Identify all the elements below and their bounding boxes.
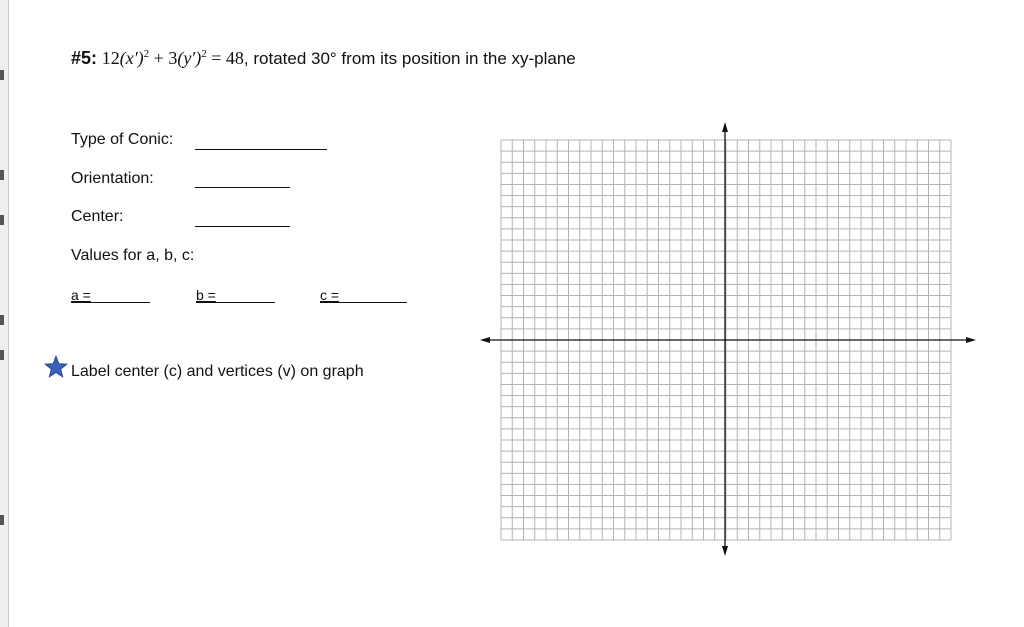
- equation-plus: + 3: [149, 48, 178, 68]
- equation-y-term: (y′): [177, 48, 202, 68]
- orientation-label: Orientation:: [71, 170, 154, 187]
- edge-marker: [0, 350, 4, 360]
- c-value-label: [320, 287, 339, 303]
- b-value-label: [196, 287, 216, 303]
- window-left-edge: [0, 0, 9, 627]
- b-label-text: b =: [196, 287, 216, 303]
- x-axis-right-arrow: [966, 337, 976, 343]
- problem-description: , rotated 30° from its position in the xy-plane: [243, 49, 576, 68]
- problem-equation: [102, 48, 244, 68]
- edge-marker: [0, 170, 4, 180]
- x-axis-left-arrow: [480, 337, 490, 343]
- values-label: Values for a, b, c:: [71, 247, 195, 264]
- c-label-text: c =: [320, 287, 340, 303]
- center-blank[interactable]: [195, 226, 290, 227]
- a-label-text: a =: [71, 287, 91, 303]
- coordinate-grid[interactable]: [476, 118, 980, 564]
- type-of-conic-label: Type of Conic:: [71, 131, 174, 148]
- problem-title: [71, 48, 576, 69]
- center-label: Center:: [71, 208, 124, 225]
- equation-y-exponent: 2: [201, 48, 207, 60]
- c-value-blank[interactable]: [320, 302, 407, 303]
- equation-rhs: = 48: [206, 48, 244, 68]
- y-axis-bottom-arrow: [722, 546, 728, 556]
- problem-number: #5:: [71, 48, 98, 68]
- star-icon: [44, 355, 68, 379]
- instruction-text: Label center (c) and vertices (v) on graph: [71, 363, 364, 380]
- type-of-conic-blank[interactable]: [195, 149, 327, 150]
- orientation-blank[interactable]: [195, 187, 290, 188]
- edge-marker: [0, 315, 4, 325]
- equation-x-exponent: 2: [143, 48, 150, 60]
- a-value-blank[interactable]: [71, 302, 150, 303]
- equation-x-term: (x′): [119, 48, 144, 68]
- b-value-blank[interactable]: [196, 302, 275, 303]
- y-axis-top-arrow: [722, 122, 728, 132]
- edge-marker: [0, 515, 4, 525]
- edge-marker: [0, 215, 4, 225]
- edge-marker: [0, 70, 4, 80]
- equation-coefficient: 12: [101, 48, 120, 68]
- a-value-label: [71, 287, 91, 303]
